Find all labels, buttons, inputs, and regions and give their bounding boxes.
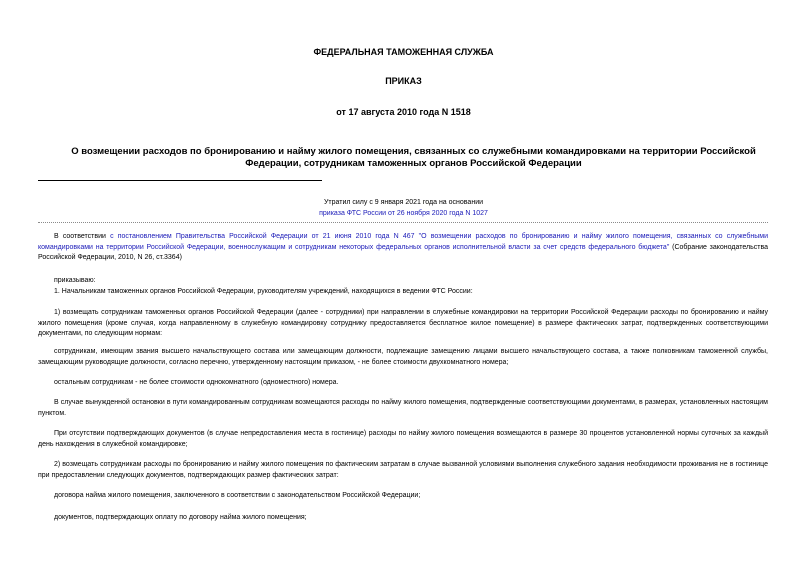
norm-other-staff: остальным сотрудникам - не более стоимости однокомнатного (одноместного) номера. [54, 379, 339, 386]
title-divider [38, 180, 322, 181]
preamble-text-end: (Собрание законодательства Российской Федерации, 2010, N 26, ст.3364) [38, 243, 768, 261]
order-word: приказываю: [54, 277, 96, 284]
no-documents-paragraph: При отсутствии подтверждающих документов (в случае непредоставления места в гостинице) расходы по найму жилого помещения возмещаются в размере 30 процентов установленной нормы суточных за каждый день нахождения в служебной командировке; [38, 430, 768, 448]
status-divider [38, 222, 768, 223]
clause-1-2: 2) возмещать сотрудникам расходы по бронированию и найму жилого помещения по фактическим затратам в случае вызванной условиями выполнения служебного задания необходимости проживания не в гостинице при предоставлении следующих документов, подтверждающих размер фактических затрат: [38, 461, 768, 479]
date-number-heading: от 17 августа 2010 года N 1518 [336, 107, 471, 117]
clause-1-1: 1) возмещать сотрудникам таможенных органов Российской Федерации (далее - сотрудники) при направлении в служебные командировки на территории Российской Федерации расходы по бронированию и найму жилого помещения (кроме случая, когда направленному в служебную командировку сотруднику предоставляется бесплатное жилое помещение) в размере фактических затрат, подтвержденных соответствующими документами, по следующим нормам: [38, 309, 768, 337]
status-line: Утратил силу с 9 января 2021 года на основании [323, 199, 484, 206]
rental-contract-item: договора найма жилого помещения, заключенного в соответствии с законодательством Российской Федерации; [54, 492, 421, 499]
status-note [0, 197, 807, 219]
agency-heading: ФЕДЕРАЛЬНАЯ ТАМОЖЕННАЯ СЛУЖБА [313, 47, 494, 57]
preamble-text-start: В соответствии [54, 233, 111, 240]
document-title: О возмещении расходов по бронированию и найму жилого помещения, связанных со служебными командировками на территории Российской Федерации, сотрудникам таможенных органов Российской Федерации [71, 146, 756, 169]
norm-senior-staff: сотрудникам, имеющим звания высшего начальствующего состава или замещающим должности, подлежащие замещению лицами высшего начальствующего состава, а также полковникам таможенной службы, замещающим руководящие должности, согласно перечню, утвержденному настоящим приказом, - не более стоимости двухкомнатного номера; [38, 348, 768, 366]
payment-documents-item: документов, подтверждающих оплату по договору найма жилого помещения; [54, 514, 307, 521]
forced-stop-paragraph: В случае вынужденной остановки в пути командированным сотрудникам возмещаются расходы по найму жилого помещения, подтвержденные соответствующими документами, в размерах, установленных настоящим пунктом. [38, 399, 768, 417]
document-type-heading: ПРИКАЗ [385, 76, 422, 86]
clause-1: 1. Начальникам таможенных органов Российской Федерации, руководителям учреждений, находящихся в ведении ФТС России: [54, 288, 473, 295]
repeal-order-link[interactable]: приказа ФТС России от 26 ноября 2020 года N 1027 [319, 210, 488, 217]
preamble-paragraph [38, 232, 768, 264]
government-decree-link[interactable]: с постановлением Правительства Российской Федерации от 21 июня 2010 года N 467 "О возмещении расходов по бронированию и найму жилого помещения, связанных со служебными командировками на территории Российской Федерации, военнослужащим и сотрудникам некоторых федеральных органов исполнительной власти за счет средств федерального бюджета" [38, 233, 768, 251]
